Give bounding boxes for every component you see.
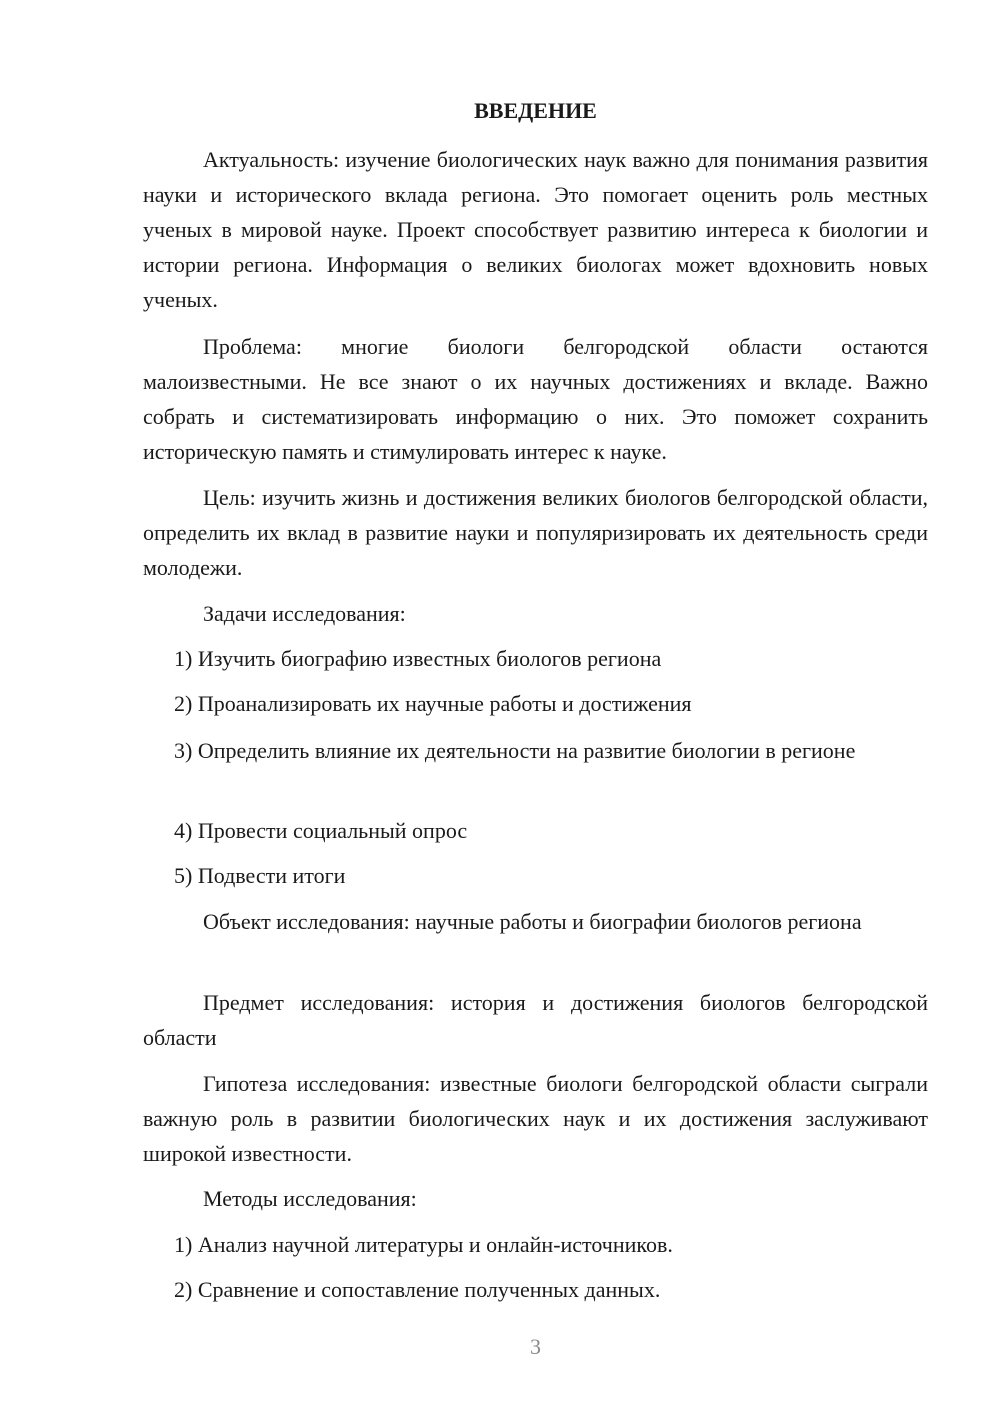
object-paragraph: Объект исследования: научные работы и биографии биологов региона [203, 909, 862, 934]
document-page [143, 0, 928, 1414]
task-item: 3) Определить влияние их деятельности на развитие биологии в регионе [174, 738, 856, 763]
hypothesis-paragraph: Гипотеза исследования: известные биологи белгородской области сыграли важную роль в развитии биологических наук и их достижения заслуживают широкой известности. [143, 1071, 928, 1166]
goal-paragraph: Цель: изучить жизнь и достижения великих биологов белгородской области, определить их вклад в развитие науки и популяризировать их деятельность среди молодежи. [143, 485, 928, 580]
problem-paragraph: Проблема: многие биологи белгородской области остаются малоизвестными. Не все знают о их научных достижениях и вкладе. Важно собрать и систематизировать информацию о них. Это поможет сохранить историческую память и стимулировать интерес к науке. [143, 334, 928, 464]
subject-paragraph: Предмет исследования: история и достижения биологов белгородской области [143, 990, 928, 1050]
task-item: 1) Изучить биографию известных биологов региона [174, 646, 662, 671]
methods-heading: Методы исследования: [203, 1186, 417, 1211]
section-title: ВВЕДЕНИЕ [474, 98, 597, 123]
method-item: 1) Анализ научной литературы и онлайн-источников. [174, 1232, 673, 1257]
method-item: 2) Сравнение и сопоставление полученных данных. [174, 1277, 661, 1302]
task-item: 5) Подвести итоги [174, 863, 346, 888]
task-item: 4) Провести социальный опрос [174, 818, 468, 843]
relevance-paragraph: Актуальность: изучение биологических наук важно для понимания развития науки и исторического вклада региона. Это помогает оценить роль местных ученых в мировой науке. Проект способствует развитию интереса к биологии и истории региона. Информация о великих биологах может вдохновить новых ученых. [143, 147, 928, 312]
page-number: 3 [530, 1334, 541, 1359]
tasks-heading: Задачи исследования: [203, 601, 406, 626]
task-item: 2) Проанализировать их научные работы и достижения [174, 691, 692, 716]
